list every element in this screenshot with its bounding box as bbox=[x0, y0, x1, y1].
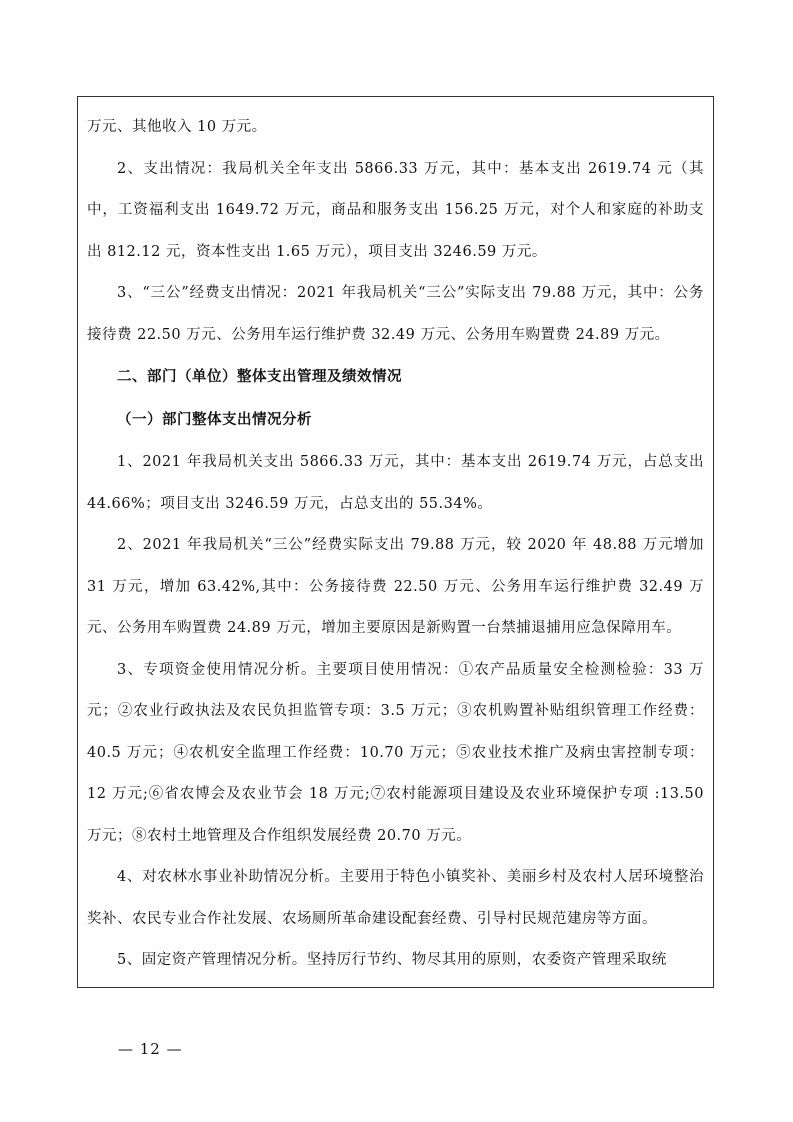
page-number: — 12 — bbox=[118, 1040, 183, 1058]
paragraph-income-tail: 万元、其他收入 10 万元。 bbox=[87, 119, 267, 135]
paragraph-expenditure: 2、支出情况：我局机关全年支出 5866.33 万元，其中：基本支出 2619.74 元（其中，工资福利支出 1649.72 万元，商品和服务支出 156.25 万元，对个人和家庭的补助支出 812.12 元，资本性支出 1.65 万元），项目支出 3246.59 万元。 bbox=[87, 160, 704, 260]
paragraph-analysis-3: 3、专项资金使用情况分析。主要项目使用情况：①农产品质量安全检测检验：33 万元；②农业行政执法及农民负担监管专项：3.5 万元；③农机购置补贴组织管理工作经费：40.5 万元；④农机安全监理工作经费：10.70 万元；⑤农业技术推广及病虫害控制专项：12 万元;⑥省农博会及农业节会 18 万元;⑦农村能源项目建设及农业环境保护专项 :13.50 万元；⑧农村土地管理及合作组织发展经费 20.70 万元。 bbox=[87, 661, 704, 844]
subsection-heading-1: （一）部门整体支出情况分析 bbox=[117, 412, 312, 428]
section-heading-2: 二、部门（单位）整体支出管理及绩效情况 bbox=[117, 369, 402, 385]
paragraph-three-public-expenses: 3、“三公”经费支出情况：2021 年我局机关“三公”实际支出 79.88 万元，其中：公务接待费 22.50 万元、公务用车运行维护费 32.49 万元、公务用车购置费 24.89 万元。 bbox=[87, 285, 704, 343]
document-frame bbox=[77, 96, 714, 988]
paragraph-analysis-1: 1、2021 年我局机关支出 5866.33 万元，其中：基本支出 2619.74 万元，占总支出 44.66%；项目支出 3246.59 万元，占总支出的 55.34%。 bbox=[87, 454, 704, 512]
document-body bbox=[87, 107, 704, 982]
paragraph-analysis-4: 4、对农林水事业补助情况分析。主要用于特色小镇奖补、美丽乡村及农村人居环境整治奖补、农民专业合作社发展、农场厕所革命建设配套经费、引导村民规范建房等方面。 bbox=[87, 869, 704, 927]
paragraph-analysis-5: 5、固定资产管理情况分析。坚持厉行节约、物尽其用的原则，农委资产管理采取统 bbox=[117, 952, 667, 968]
paragraph-analysis-2: 2、2021 年我局机关“三公”经费实际支出 79.88 万元，较 2020 年 48.88 万元增加 31 万元，增加 63.42%,其中：公务接待费 22.50 万元、公务用车运行维护费 32.49 万元、公务用车购置费 24.89 万元，增加主要原因是新购置一台禁捕退捕用应急保障用车。 bbox=[87, 537, 704, 636]
